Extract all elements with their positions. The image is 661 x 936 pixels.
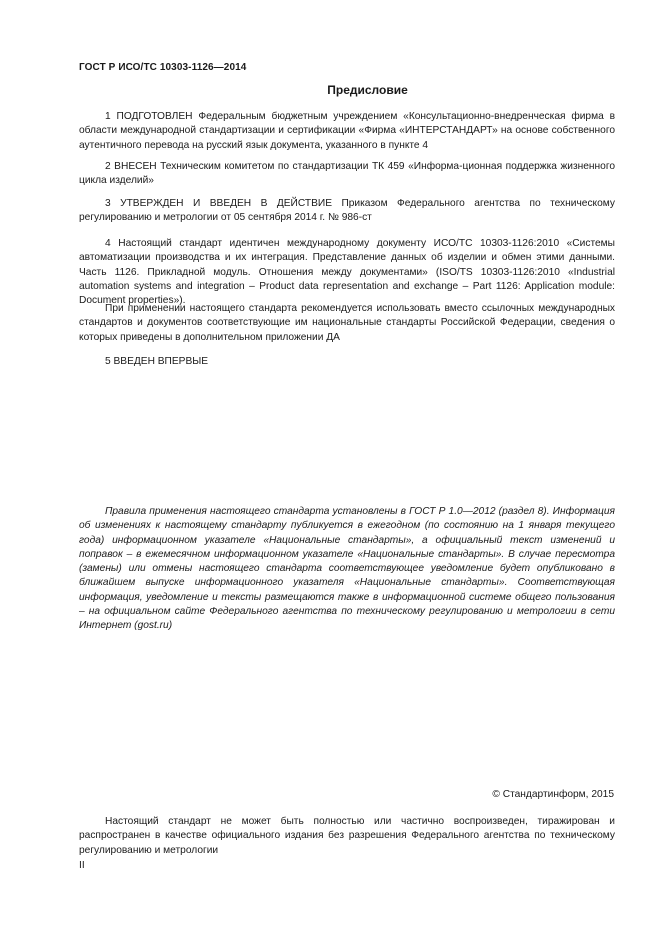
preface-item-4: 4 Настоящий стандарт идентичен международному документу ИСО/ТС 10303-1126:2010 «Системы автоматизации производства и их интеграция. Представление данных об изделии и обмен этими данными. Часть 1126. Прикладной модуль. Отношения между документами» (ISO/TS 10303-1126:2010 «Industrial automation systems and integration – Product data representation and exchange – Part 1126: Application module: Document properties»). [79, 238, 615, 307]
preface-title: Предисловие [327, 83, 408, 97]
preface-item-2: 2 ВНЕСЕН Техническим комитетом по стандартизации ТК 459 «Информа-ционная поддержка жизненного цикла изделий» [79, 161, 615, 187]
preface-item-4-note: При применении настоящего стандарта рекомендуется использовать вместо ссылочных международных стандартов и документов соответствующие им национальные стандарты Российской Федерации, сведения о которых приведены в дополнительном приложении ДА [79, 303, 615, 343]
preface-item-3: 3 УТВЕРЖДЕН И ВВЕДЕН В ДЕЙСТВИЕ Приказом Федерального агентства по техническому регулированию и метрологии от 05 сентября 2014 г. № 986-ст [79, 198, 615, 224]
page-number: II [79, 860, 85, 871]
standard-id-header: ГОСТ Р ИСО/ТС 10303-1126—2014 [79, 62, 247, 73]
preface-item-1: 1 ПОДГОТОВЛЕН Федеральным бюджетным учреждением «Консультационно-внедренческая фирма в области международной стандартизации и сертификации «Фирма «ИНТЕРСТАНДАРТ» на основе собственного аутентичного перевода на русский язык документа, указанного в пункте 4 [79, 111, 615, 151]
copyright-line: © Стандартинформ, 2015 [492, 789, 614, 800]
preface-item-5: 5 ВВЕДЕН ВПЕРВЫЕ [105, 356, 209, 367]
application-rules-notice: Правила применения настоящего стандарта установлены в ГОСТ Р 1.0—2012 (раздел 8). Информация об изменениях к настоящему стандарту публикуется в ежегодном (по состоянию на 1 января текущего года) информационном указателе «Национальные стандарты», а официальный текст изменений и поправок – в ежемесячном информационном указателе «Национальные стандарты». В случае пересмотра (замены) или отмены настоящего стандарта соответствующее уведомление будет опубликовано в ближайшем выпуске информационного указателя «Национальные стандарты». Соответствующая информация, уведомление и тексты размещаются также в информационной системе общего пользования – на официальном сайте Федерального агентства по техническому регулированию и метрологии в сети Интернет (gost.ru) [79, 506, 615, 632]
reproduction-notice: Настоящий стандарт не может быть полностью или частично воспроизведен, тиражирован и распространен в качестве официального издания без разрешения Федерального агентства по техническому регулированию и метрологии [79, 816, 615, 856]
